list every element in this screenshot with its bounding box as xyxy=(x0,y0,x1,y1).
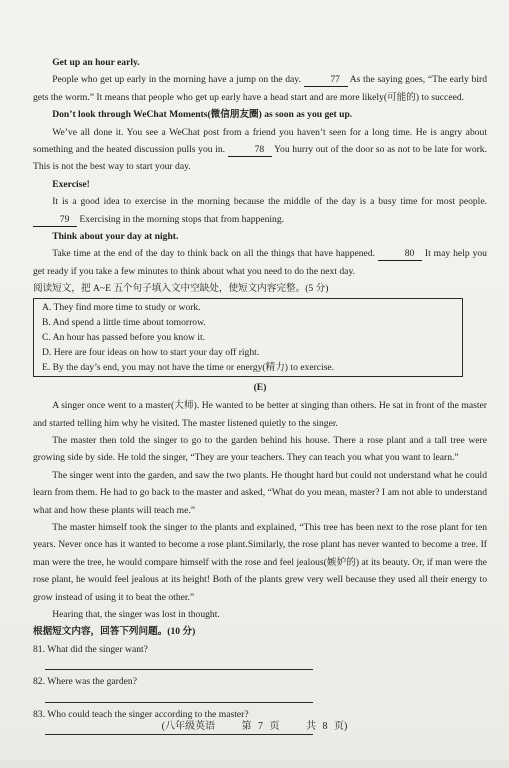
paragraph-2-text-b: You hurry out of the door so as not to be late for work. This is not the best way to start your day. xyxy=(33,144,488,173)
heading-wechat: Don’t look through WeChat Moments(微信朋友圈) as soon as you get up. xyxy=(52,109,353,121)
question-83: 83. Who could teach the singer according to the master? xyxy=(33,708,249,720)
heading-think-at-night: Think about your day at night. xyxy=(52,231,179,243)
paragraph-3-text-a: It is a good idea to exercise in the morning because the middle of the day is a busy time for most people. xyxy=(52,196,487,208)
question-81: 81. What did the singer want? xyxy=(33,643,148,655)
option-e: E. By the day’s end, you may not have the time or energy(精力) to exercise. xyxy=(42,361,335,373)
heading-exercise: Exercise! xyxy=(52,178,90,190)
paragraph-4-text-a: Take time at the end of the day to think back on all the things that have happened. xyxy=(52,248,376,260)
paragraph-1-text-b: As the saying goes, “The early bird gets the worm.” It means that people who get up early have a head start and are more likely(可能的) to succeed. xyxy=(33,74,487,103)
blank-79[interactable]: 79 xyxy=(33,214,77,227)
story-paragraph-4: The master himself took the singer to the plants and explained, “This tree has been next to the rose plant for ten years. Never once has it wanted to become a rose plant.Similarly, the rose plant has never wanted to become a tree. If man were the tree, he would compare himself with the rose and feel jealous(嫉妒的) at its beauty. Or, if man were the rose plant, he would feel jealous at its height! Both of the plants grew very well because they used all their energy to grow instead of using it to beat the other.” xyxy=(33,521,487,603)
footer-total-pages: 共 8 页) xyxy=(306,721,348,732)
paragraph-4-text-b: It may help you get ready if you take a few minutes to think about what you need to do the next day. xyxy=(33,248,487,277)
option-a: A. They find more time to study or work. xyxy=(42,301,201,313)
footer-page-number: 第 7 页 xyxy=(241,721,280,732)
story-paragraph-2: The master then told the singer to go to the garden behind his house. There a rose plant and a tall tree were growing side by side. He told the singer, “They are your teachers. They can teach you what you want to learn.” xyxy=(33,434,487,464)
paragraph-4 xyxy=(33,245,487,280)
story-paragraph-1: A singer once went to a master(大师). He wanted to be better at singing than others. He sat in front of the master and started telling him why he visited. The master listened quietly to the singer. xyxy=(33,400,487,429)
answer-line-82[interactable] xyxy=(45,691,313,703)
instruction-fill-blanks: 阅读短文，把 A~E 五个句子填入文中空缺处，使短文内容完整。(5 分) xyxy=(33,283,329,295)
paragraph-3 xyxy=(33,193,487,228)
blank-78[interactable]: 78 xyxy=(228,144,272,157)
answer-line-81[interactable] xyxy=(45,658,313,670)
footer-subject: (八年级英语 xyxy=(161,721,215,732)
heading-get-up-early: Get up an hour early. xyxy=(52,57,140,68)
story-paragraph-5: Hearing that, the singer was lost in thought. xyxy=(52,608,220,620)
paragraph-2 xyxy=(33,124,487,176)
blank-77[interactable]: 77 xyxy=(304,74,348,87)
page-footer xyxy=(0,718,509,735)
option-c: C. An hour has passed before you know it. xyxy=(42,331,206,343)
paragraph-3-text-b: Exercising in the morning stops that from happening. xyxy=(79,213,285,225)
question-82: 82. Where was the garden? xyxy=(33,676,137,688)
page-edge-shadow xyxy=(0,760,509,768)
option-d: D. Here are four ideas on how to start your day off right. xyxy=(42,346,260,358)
options-box xyxy=(33,298,463,377)
option-b: B. And spend a little time about tomorrow. xyxy=(42,316,206,328)
instruction-answer-questions: 根据短文内容，回答下列问题。(10 分) xyxy=(33,626,196,638)
section-title-e: (E) xyxy=(253,381,267,393)
paragraph-2-text-a: We’ve all done it. You see a WeChat post from a friend you haven’t seen for a long time. He is angry about something and the heated discussion pulls you in. xyxy=(33,126,487,156)
story-paragraph-3: The singer went into the garden, and saw the two plants. He thought hard but could not understand what he could learn from them. He had to go back to the master and asked, “What do you mean, master? I am not able to understand what and how these plants will teach me.” xyxy=(33,469,488,516)
blank-80[interactable]: 80 xyxy=(378,248,422,261)
paragraph-1 xyxy=(33,71,487,106)
paragraph-1-text-a: People who get up early in the morning have a jump on the day. xyxy=(52,74,301,86)
